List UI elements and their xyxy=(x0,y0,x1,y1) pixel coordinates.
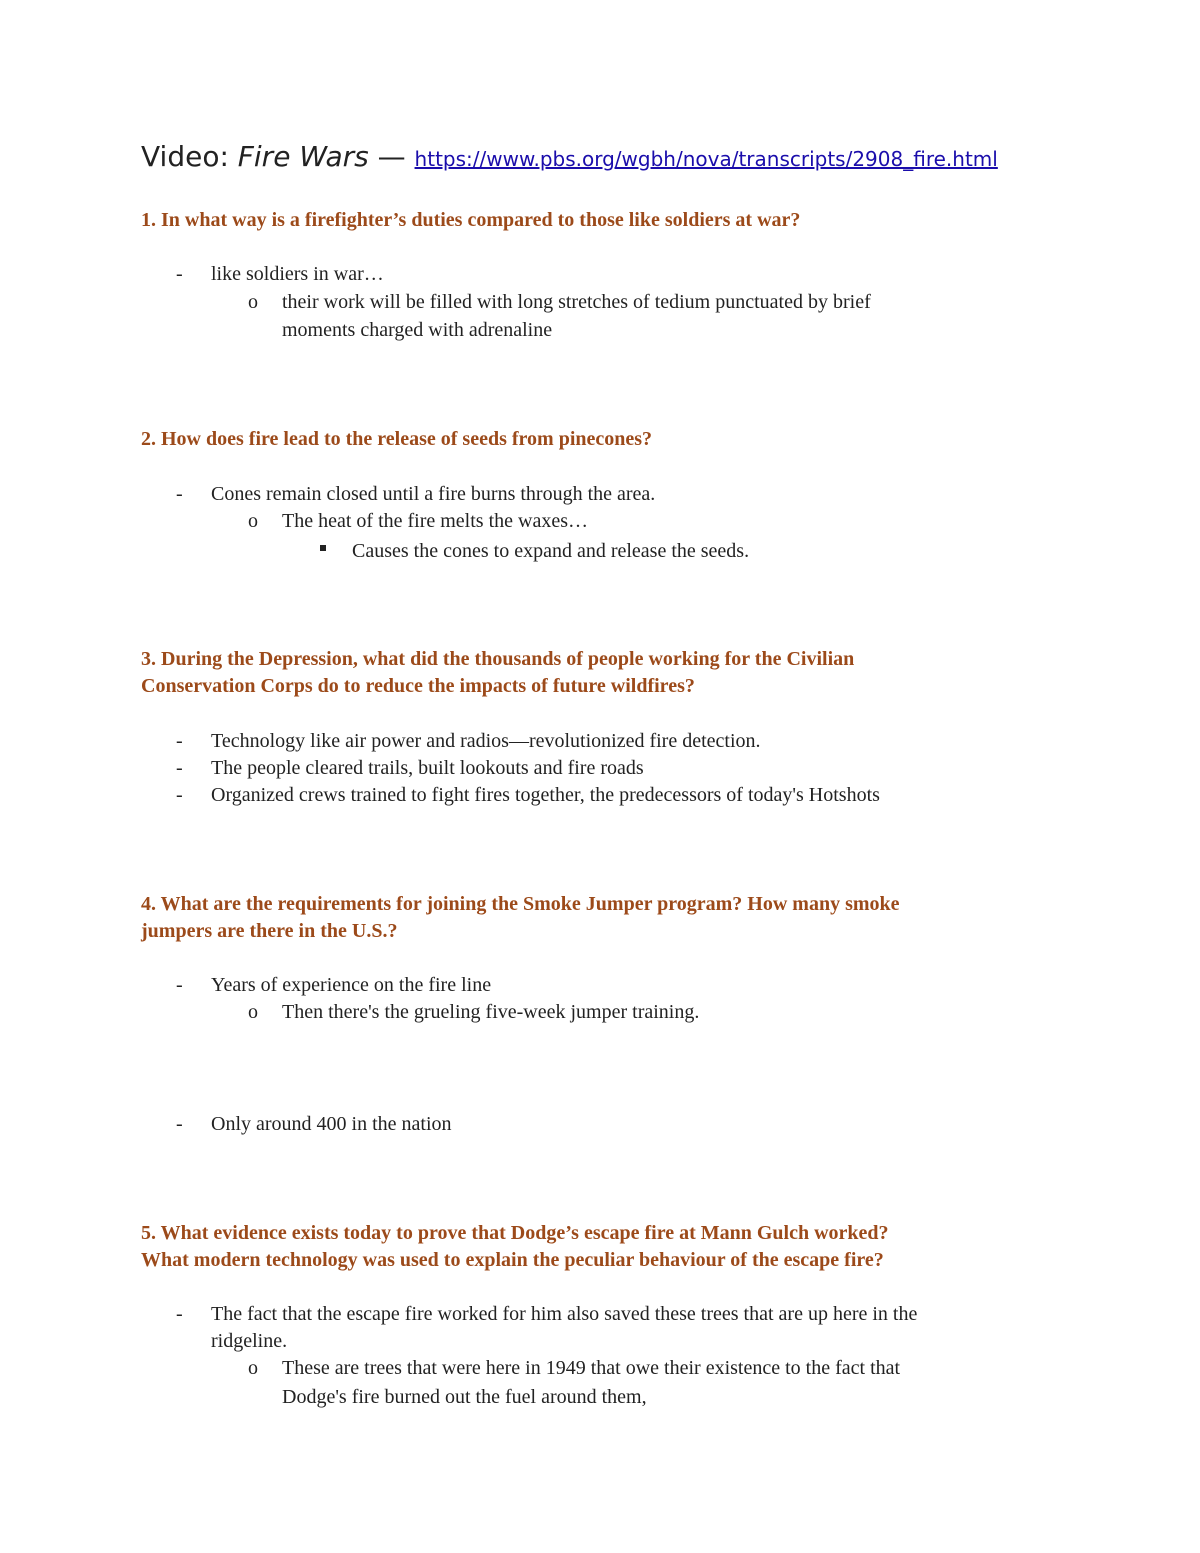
dash-bullet: - xyxy=(176,757,183,779)
title-prefix: Video: xyxy=(141,140,238,173)
dash-bullet: - xyxy=(176,483,183,505)
q1-answer-1a-line2: moments charged with adrenaline xyxy=(282,319,553,341)
q3-answer-2: The people cleared trails, built lookouts and fire roads xyxy=(211,757,644,779)
question-5-line2: What modern technology was used to explain the peculiar behaviour of the escape fire? xyxy=(141,1249,884,1271)
q5-answer-1a-line2: Dodge's fire burned out the fuel around them, xyxy=(282,1386,647,1408)
q5-answer-1a-line1: These are trees that were here in 1949 that owe their existence to the fact that xyxy=(282,1357,901,1379)
dash-bullet: - xyxy=(176,263,183,285)
circle-bullet: o xyxy=(248,1357,258,1379)
q5-answer-1-line1: The fact that the escape fire worked for him also saved these trees that are up here in the xyxy=(211,1303,918,1325)
q1-answer-1a-line1: their work will be filled with long stretches of tedium punctuated by brief xyxy=(282,291,871,313)
title-dash: — xyxy=(368,140,415,173)
q2-answer-1a-i: Causes the cones to expand and release the seeds. xyxy=(352,540,750,562)
q4-answer-2: Only around 400 in the nation xyxy=(211,1113,452,1135)
question-4-line1: 4. What are the requirements for joining the Smoke Jumper program? How many smoke xyxy=(141,893,900,915)
question-3-line2: Conservation Corps do to reduce the impacts of future wildfires? xyxy=(141,675,695,697)
dash-bullet: - xyxy=(176,784,183,806)
circle-bullet: o xyxy=(248,510,258,532)
square-bullet-icon xyxy=(320,545,326,551)
q3-answer-3: Organized crews trained to fight fires together, the predecessors of today's Hotshots xyxy=(211,784,880,806)
question-4-line2: jumpers are there in the U.S.? xyxy=(141,920,398,942)
q2-answer-1a: The heat of the fire melts the waxes… xyxy=(282,510,588,532)
circle-bullet: o xyxy=(248,291,258,313)
video-title: Fire Wars xyxy=(237,140,369,173)
dash-bullet: - xyxy=(176,1113,183,1135)
q2-answer-1: Cones remain closed until a fire burns through the area. xyxy=(211,483,656,505)
q3-answer-1: Technology like air power and radios—revolutionized fire detection. xyxy=(211,730,761,752)
q5-answer-1-line2: ridgeline. xyxy=(211,1330,288,1352)
question-1: 1. In what way is a firefighter’s duties compared to those like soldiers at war? xyxy=(141,209,801,231)
q4-answer-1: Years of experience on the fire line xyxy=(211,974,492,996)
question-2: 2. How does fire lead to the release of seeds from pinecones? xyxy=(141,428,653,450)
question-3-line1: 3. During the Depression, what did the thousands of people working for the Civilian xyxy=(141,648,855,670)
transcript-link[interactable]: https://www.pbs.org/wgbh/nova/transcripts/2908_fire.html xyxy=(414,147,998,171)
dash-bullet: - xyxy=(176,1303,183,1325)
dash-bullet: - xyxy=(176,974,183,996)
document-title xyxy=(141,140,998,173)
q1-answer-1: like soldiers in war… xyxy=(211,263,384,285)
dash-bullet: - xyxy=(176,730,183,752)
circle-bullet: o xyxy=(248,1001,258,1023)
question-5-line1: 5. What evidence exists today to prove that Dodge’s escape fire at Mann Gulch worked? xyxy=(141,1222,889,1244)
q4-answer-1a: Then there's the grueling five-week jumper training. xyxy=(282,1001,700,1023)
